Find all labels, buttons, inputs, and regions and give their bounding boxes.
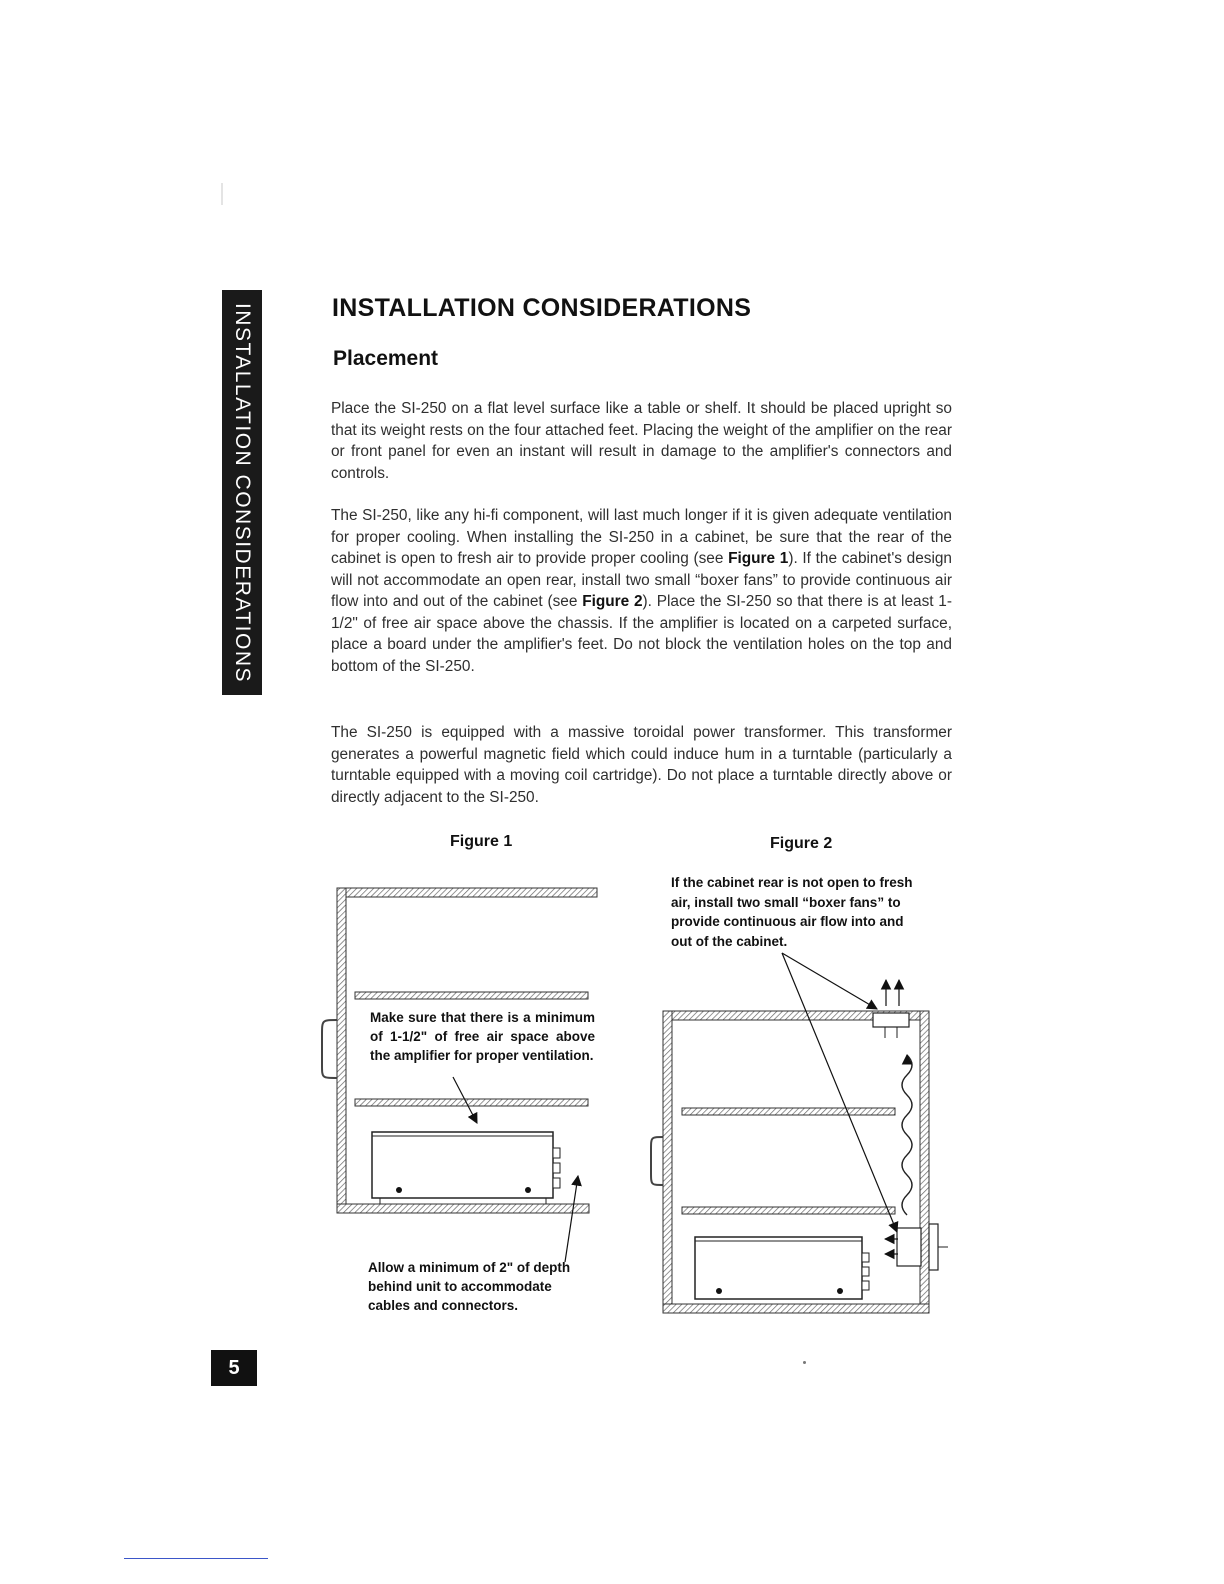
scan-speck: [803, 1361, 806, 1364]
figure-1-caption-bottom: Allow a minimum of 2" of depth behind unit to accommodate cables and connectors.: [368, 1260, 571, 1313]
ventilation-text-b: ). If the cabinet's design will not accommodate an open rear, install two small “boxer fans” to provide continuous air flow into and out of the cabinet (see: [331, 550, 952, 610]
page-title: INSTALLATION CONSIDERATIONS: [332, 294, 752, 322]
figure-2-caption: If the cabinet rear is not open to fresh air, install two small “boxer fans” to provide continuous air flow into and out of the cabinet.: [671, 875, 913, 949]
section-heading: Placement: [333, 347, 439, 370]
figure-2-label: Figure 2: [770, 835, 833, 852]
footer-rule: [124, 1558, 268, 1559]
figure-1-label: Figure 1: [450, 833, 513, 850]
figure-1-amplifier: [372, 1132, 560, 1204]
figure-2-callout-lines: [782, 953, 897, 1232]
figure-1-reference: Figure 1: [728, 550, 789, 567]
figure-2-rear-fan: [885, 1224, 948, 1270]
figure-2-reference: Figure 2: [582, 593, 643, 610]
figure-2-airflow: [902, 1055, 912, 1215]
paragraph-placement: Place the SI-250 on a flat level surface like a table or shelf. It should be placed upright so that its weight rests on the four attached feet. Placing the weight of the amplifier on the rear or front panel for even an instant will result in damage to the amplifier's connectors and controls.: [331, 400, 952, 482]
figure-2-top-fan: [873, 980, 909, 1038]
figure-2-amplifier: [695, 1237, 869, 1299]
ventilation-text-a: The SI-250, like any hi-fi component, will last much longer if it is given adequate ventilation for proper cooling. When installing the SI-250 in a cabinet, be sure that the rear of the cabinet is open to fresh air to provide proper cooling (see: [331, 507, 952, 567]
ventilation-text-c: ). Place the SI-250 so that there is at least 1-1/2" of free air space above the chassis. If the amplifier is located on a carpeted surface, place a board under the amplifier's feet. Do not block the ventilation holes on the top and bottom of the SI-250.: [331, 593, 952, 675]
page-number: 5: [211, 1350, 257, 1386]
figure-1-caption-top: Make sure that there is a minimum of 1-1/2" of free air space above the amplifier for proper ventilation.: [370, 1010, 595, 1063]
paragraph-transformer: The SI-250 is equipped with a massive toroidal power transformer. This transformer generates a powerful magnetic field which could induce hum in a turntable (particularly a turntable equipped with a moving coil cartridge). Do not place a turntable directly above or directly adjacent to the SI-250.: [331, 724, 952, 806]
side-tab-label: INSTALLATION CONSIDERATIONS: [231, 302, 254, 683]
